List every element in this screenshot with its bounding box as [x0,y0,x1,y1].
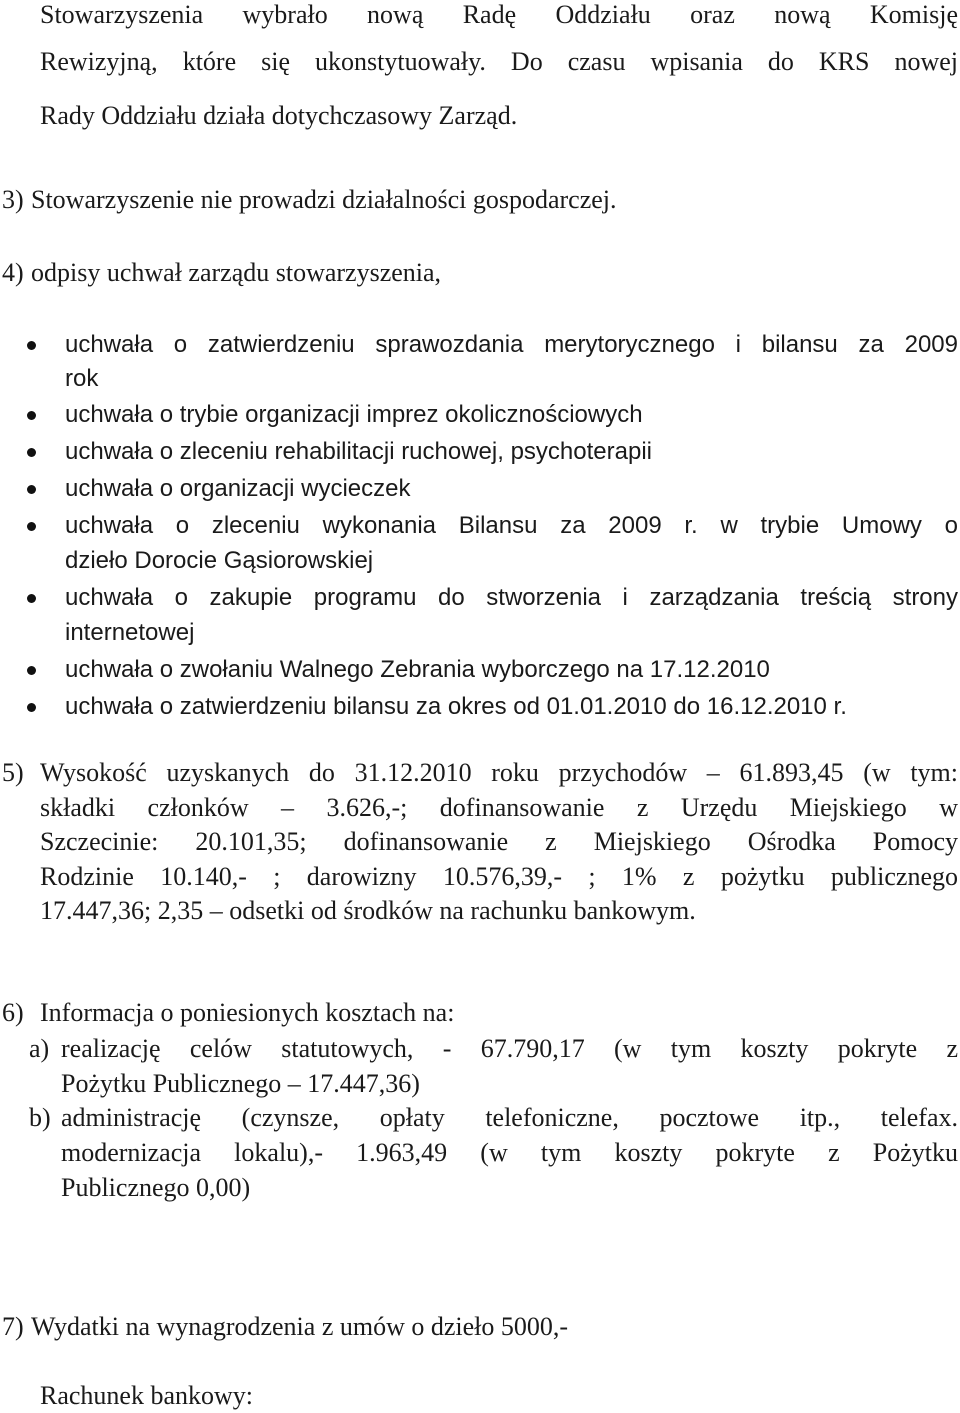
bullet-icon [27,341,36,350]
section-number: 3) [2,185,24,214]
section-number: 4) [2,258,24,287]
section-text: Informacja o poniesionych kosztach na: [40,998,455,1027]
list-item: uchwała o organizacji wycieczek [65,475,411,502]
section-line: 17.447,36; 2,35 – odsetki od środków na rachunku bankowym. [40,896,696,925]
item-line: realizację celów statutowych, - 67.790,17 (w tym koszty pokryte z [61,1034,958,1063]
item-line: modernizacja lokalu),- 1.963,49 (w tym koszty pokryte z Pożytku [61,1138,958,1167]
section-number: 7) [2,1312,24,1341]
section-text: Wydatki na wynagrodzenia z umów o dzieło 5000,- [31,1312,569,1341]
bullet-icon [27,485,36,494]
item-line: Publicznego 0,00) [61,1173,251,1202]
section-line: Szczecinie: 20.101,35; dofinansowanie z Miejskiego Ośrodka Pomocy [40,827,958,856]
intro-line: Rady Oddziału działa dotychczasowy Zarząd. [40,101,518,130]
bullet-icon [27,522,36,531]
section-text: Stowarzyszenie nie prowadzi działalności gospodarczej. [31,185,617,214]
list-item: uchwała o zatwierdzeniu sprawozdania merytorycznego i bilansu za 2009 [65,331,958,358]
intro-line: Stowarzyszenia wybrało nową Radę Oddziału oraz nową Komisję [40,0,958,29]
section-number: 5) [2,758,24,787]
section-line: Rodzinie 10.140,- ; darowizny 10.576,39,- ; 1% z pożytku publicznego [40,862,958,891]
item-letter: b) [29,1103,51,1132]
bullet-icon [27,666,36,675]
list-item: uchwała o zatwierdzeniu bilansu za okres od 01.01.2010 do 16.12.2010 r. [65,693,847,720]
section-number: 6) [2,998,24,1027]
list-item: uchwała o zwołaniu Walnego Zebrania wyborczego na 17.12.2010 [65,656,770,683]
bullet-icon [27,411,36,420]
section-line: Wysokość uzyskanych do 31.12.2010 roku przychodów – 61.893,45 (w tym: [40,758,958,787]
bullet-icon [27,703,36,712]
list-item: uchwała o zleceniu rehabilitacji ruchowej, psychoterapii [65,438,652,465]
intro-line: Rewizyjną, które się ukonstytuowały. Do czasu wpisania do KRS nowej [40,47,958,76]
list-item-continuation: dzieło Dorocie Gąsiorowskiej [65,547,374,574]
bullet-icon [27,594,36,603]
list-item-continuation: rok [65,365,99,392]
bank-account-label: Rachunek bankowy: [40,1381,254,1410]
item-line: administrację (czynsze, opłaty telefoniczne, pocztowe itp., telefax. [61,1103,958,1132]
section-text: odpisy uchwał zarządu stowarzyszenia, [31,258,442,287]
bullet-icon [27,448,36,457]
section-line: składki członków – 3.626,-; dofinansowanie z Urzędu Miejskiego w [40,793,958,822]
list-item: uchwała o trybie organizacji imprez okolicznościowych [65,401,643,428]
list-item: uchwała o zakupie programu do stworzenia i zarządzania treścią strony [65,584,958,611]
list-item: uchwała o zleceniu wykonania Bilansu za 2009 r. w trybie Umowy o [65,512,958,539]
item-letter: a) [29,1034,50,1063]
list-item-continuation: internetowej [65,619,195,646]
item-line: Pożytku Publicznego – 17.447,36) [61,1069,420,1098]
